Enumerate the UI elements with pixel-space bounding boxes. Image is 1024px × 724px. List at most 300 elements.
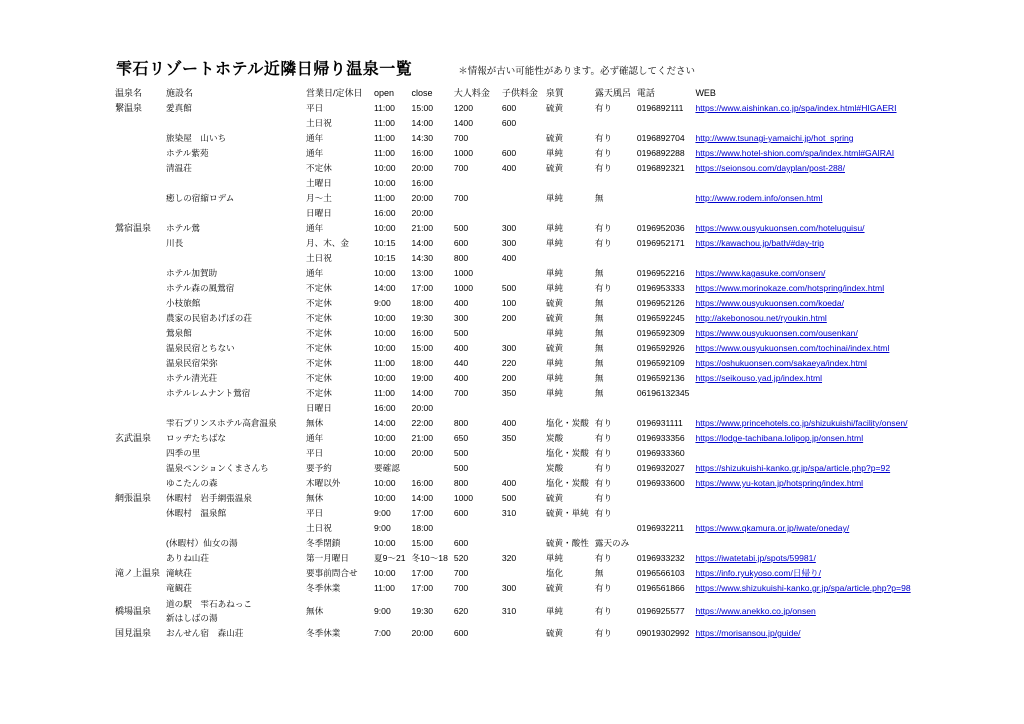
cell-rotenburo: 無 <box>594 313 604 323</box>
cell-days: 月～土 <box>306 193 332 203</box>
cell-tel: 0196892288 <box>636 148 685 158</box>
cell-child-fee <box>499 521 543 536</box>
web-link[interactable]: http://akebonosou.net/ryoukin.html <box>695 313 827 323</box>
cell-rotenburo: 無 <box>594 193 604 203</box>
cell-rotenburo: 無 <box>594 343 604 353</box>
cell-days: 土日祝 <box>306 118 332 128</box>
cell-quality: 単純 <box>545 223 564 233</box>
cell-open: 10:00 <box>374 373 396 383</box>
cell-child-fee <box>499 266 543 281</box>
cell-days: 月、木、金 <box>306 238 349 248</box>
cell-quality: 単純 <box>545 283 564 293</box>
cell-days: 不定休 <box>306 163 332 173</box>
table-header <box>112 86 930 101</box>
cell-quality <box>543 176 592 191</box>
cell-open: 11:00 <box>374 193 395 203</box>
cell-adult-fee: 400 <box>453 343 469 353</box>
cell-open: 10:00 <box>374 268 396 278</box>
cell-quality: 硫黄 <box>545 313 564 323</box>
cell-tel: 0196561866 <box>636 583 685 593</box>
table-row <box>112 551 930 566</box>
cell-child-fee <box>499 191 543 206</box>
cell-close: 冬10～18 <box>411 553 448 563</box>
cell-facility: ゆこたんの森 <box>166 478 218 488</box>
disclaimer-note: ＊情報が古い可能性があります。必ず確認してください <box>458 66 695 77</box>
table-row <box>112 131 930 146</box>
cell-tel: 0196566103 <box>636 568 685 578</box>
cell-days: 通年 <box>306 148 324 158</box>
cell-adult-fee: 440 <box>453 358 469 368</box>
web-link[interactable]: https://shizukuishi-kanko.gr.jp/spa/article.php?p=92 <box>695 463 891 473</box>
cell-web <box>692 146 930 161</box>
cell-tel: 0196892321 <box>636 163 685 173</box>
cell-adult-fee: 500 <box>453 328 469 338</box>
cell-web <box>692 491 930 506</box>
table-row <box>112 581 930 596</box>
cell-quality: 硫黄 <box>545 298 564 308</box>
cell-days: 不定休 <box>306 313 332 323</box>
cell-close: 22:00 <box>411 418 434 428</box>
cell-tel: 06196132345 <box>636 388 690 398</box>
cell-rotenburo: 有り <box>594 133 613 143</box>
cell-facility: 竜観荘 <box>166 583 192 593</box>
cell-onsen-name <box>112 416 163 431</box>
table-row <box>112 566 930 581</box>
table-row <box>112 596 930 626</box>
cell-open: 10:00 <box>374 568 396 578</box>
cell-child-fee: 400 <box>501 253 517 263</box>
title-row <box>116 56 916 79</box>
cell-adult-fee: 600 <box>453 238 469 248</box>
web-link[interactable]: https://www.yu-kotan.jp/hotspring/index.html <box>695 478 864 488</box>
cell-web <box>692 431 930 446</box>
cell-tel <box>634 206 693 221</box>
cell-open: 11:00 <box>374 358 395 368</box>
cell-web <box>692 356 930 371</box>
table-row <box>112 176 930 191</box>
cell-child-fee <box>499 176 543 191</box>
table-row <box>112 296 930 311</box>
cell-open: 夏9～21 <box>374 553 406 563</box>
web-link[interactable]: https://morisansou.jp/guide/ <box>695 628 801 638</box>
cell-rotenburo: 有り <box>594 238 613 248</box>
table-row <box>112 386 930 401</box>
cell-web <box>692 461 930 476</box>
cell-web <box>692 221 930 236</box>
facility-name-line1: 道の駅 雫石あねっこ <box>166 599 252 609</box>
cell-days: 通年 <box>306 268 324 278</box>
cell-days: 不定休 <box>306 358 332 368</box>
cell-tel: 0196592245 <box>636 313 685 323</box>
cell-rotenburo <box>592 401 634 416</box>
cell-quality: 硫黄・単純 <box>545 508 589 518</box>
cell-rotenburo: 有り <box>594 605 613 616</box>
cell-days: 平日 <box>306 103 324 113</box>
onsen-table <box>112 86 930 641</box>
web-link[interactable]: http://www.tsunagi-yamaichi.jp/hot_spring <box>695 133 854 143</box>
cell-child-fee: 500 <box>501 493 517 503</box>
cell-child-fee: 300 <box>501 238 517 248</box>
cell-tel: 0196932027 <box>636 463 685 473</box>
cell-child-fee: 300 <box>501 583 517 593</box>
cell-facility: 清温荘 <box>166 163 192 173</box>
cell-child-fee <box>499 446 543 461</box>
web-link[interactable]: https://oshukuonsen.com/sakaeya/index.html <box>695 358 867 368</box>
cell-open: 11:00 <box>374 118 395 128</box>
cell-days: 不定休 <box>306 328 332 338</box>
cell-web <box>692 581 930 596</box>
cell-facility <box>163 116 303 131</box>
cell-close: 16:00 <box>411 328 434 338</box>
cell-onsen-name <box>112 356 163 371</box>
cell-close: 15:00 <box>411 343 434 353</box>
cell-web <box>692 266 930 281</box>
cell-web <box>692 596 930 626</box>
table-row <box>112 161 930 176</box>
table-row <box>112 476 930 491</box>
cell-quality: 単純 <box>545 605 564 616</box>
web-link[interactable]: https://www.princehotels.co.jp/shizukuishi/facility/onsen/ <box>695 418 908 428</box>
cell-rotenburo: 無 <box>594 388 604 398</box>
cell-facility: 農家の民宿あげぼの荘 <box>166 313 252 323</box>
col-header-quality: 泉質 <box>545 88 564 98</box>
cell-child-fee <box>499 326 543 341</box>
cell-adult-fee: 1000 <box>453 148 473 158</box>
cell-days: 不定休 <box>306 343 332 353</box>
cell-open: 9:00 <box>374 523 391 533</box>
table-row <box>112 536 930 551</box>
cell-tel <box>634 401 693 416</box>
cell-tel <box>634 116 693 131</box>
cell-tel: 0196933356 <box>636 433 685 443</box>
cell-open: 10:00 <box>374 538 396 548</box>
cell-child-fee: 220 <box>501 358 517 368</box>
cell-adult-fee <box>451 176 499 191</box>
cell-days: 不定休 <box>306 283 332 293</box>
table-row <box>112 251 930 266</box>
cell-days: 無休 <box>306 493 324 503</box>
col-header-close: close <box>411 88 433 98</box>
cell-close: 14:00 <box>411 118 434 128</box>
web-link[interactable]: https://www.qkamura.or.jp/iwate/oneday/ <box>695 523 850 533</box>
cell-close: 20:00 <box>411 193 434 203</box>
cell-facility <box>163 401 303 416</box>
web-link[interactable]: https://www.aishinkan.co.jp/spa/index.html#HIGAERI <box>695 103 897 113</box>
cell-child-fee <box>499 131 543 146</box>
cell-child-fee: 320 <box>501 553 517 563</box>
cell-facility: 癒しの宿縮ロデム <box>166 193 235 203</box>
cell-close: 14:00 <box>411 493 434 503</box>
cell-rotenburo: 無 <box>594 328 604 338</box>
cell-days: 木曜以外 <box>306 478 341 488</box>
cell-web <box>692 131 930 146</box>
web-link[interactable]: https://kawachou.jp/bath/#day-trip <box>695 238 824 248</box>
cell-open: 10:15 <box>374 253 396 263</box>
cell-onsen-name <box>112 371 163 386</box>
cell-web <box>692 236 930 251</box>
cell-child-fee: 500 <box>501 283 517 293</box>
table-row <box>112 626 930 641</box>
cell-close: 20:00 <box>411 403 434 413</box>
cell-rotenburo <box>592 521 634 536</box>
cell-quality: 塩化・炭酸 <box>545 478 589 488</box>
cell-rotenburo: 無 <box>594 373 604 383</box>
table-row <box>112 191 930 206</box>
cell-adult-fee: 1000 <box>453 283 473 293</box>
web-link[interactable]: https://seionsou.com/dayplan/post-288/ <box>695 163 845 173</box>
cell-web <box>692 626 930 641</box>
cell-adult-fee: 700 <box>453 568 469 578</box>
cell-quality: 単純 <box>545 238 564 248</box>
cell-open: 10:00 <box>374 343 396 353</box>
web-link[interactable]: https://www.shizukuishi-kanko.gr.jp/spa/article.php?p=98 <box>695 583 911 593</box>
cell-facility: ホテル紫苑 <box>166 148 209 158</box>
cell-child-fee: 350 <box>501 388 517 398</box>
page-title: 雫石リゾートホテル近隣日帰り温泉一覧 <box>116 61 413 78</box>
cell-tel: 09019302992 <box>636 628 690 638</box>
cell-quality: 単純 <box>545 373 564 383</box>
web-link[interactable]: https://www.ousyukuonsen.com/koeda/ <box>695 298 844 308</box>
cell-adult-fee: 1000 <box>453 493 473 503</box>
cell-onsen-name: 国見温泉 <box>115 628 152 638</box>
cell-adult-fee: 600 <box>453 538 469 548</box>
cell-open: 11:00 <box>374 103 395 113</box>
cell-facility: 温泉ペンションくまさんち <box>166 463 269 473</box>
cell-child-fee: 600 <box>501 118 517 128</box>
cell-web <box>692 341 930 356</box>
cell-days: 冬季閉鎖 <box>306 538 341 548</box>
cell-onsen-name <box>112 161 163 176</box>
cell-tel: 0196892111 <box>636 103 684 113</box>
cell-close: 20:00 <box>411 163 434 173</box>
col-header-days: 営業日/定休日 <box>306 88 363 98</box>
cell-facility: ホテルレムナント鶯宿 <box>166 388 251 398</box>
cell-close: 18:00 <box>411 358 434 368</box>
cell-days: 土日祝 <box>306 253 332 263</box>
cell-child-fee <box>499 206 543 221</box>
cell-days: 冬季休業 <box>306 583 341 593</box>
cell-tel <box>634 506 693 521</box>
cell-child-fee <box>499 626 543 641</box>
cell-tel: 0196592109 <box>636 358 685 368</box>
cell-child-fee: 300 <box>501 223 517 233</box>
cell-onsen-name <box>112 341 163 356</box>
cell-child-fee: 400 <box>501 418 517 428</box>
cell-web <box>692 191 930 206</box>
table-row <box>112 521 930 536</box>
cell-child-fee <box>499 461 543 476</box>
cell-open: 10:00 <box>374 223 396 233</box>
cell-open: 7:00 <box>374 628 391 638</box>
web-link[interactable]: https://seikouso.yad.jp/index.html <box>695 373 823 383</box>
cell-onsen-name: 繋温泉 <box>115 103 143 113</box>
cell-quality: 硫黄 <box>545 133 564 143</box>
cell-days: 不定休 <box>306 298 332 308</box>
cell-rotenburo: 有り <box>594 463 613 473</box>
cell-onsen-name <box>112 326 163 341</box>
cell-facility: (休暇村）仙女の湯 <box>166 538 238 548</box>
cell-rotenburo: 有り <box>594 583 613 593</box>
cell-facility <box>163 596 303 626</box>
cell-facility: 鶯泉館 <box>166 328 192 338</box>
cell-facility: 小枝旅館 <box>166 298 201 308</box>
table-body <box>112 101 930 641</box>
cell-close: 16:00 <box>411 178 434 188</box>
cell-days: 平日 <box>306 448 324 458</box>
cell-adult-fee: 600 <box>453 508 469 518</box>
cell-onsen-name <box>112 581 163 596</box>
cell-tel: 0196933600 <box>636 478 685 488</box>
cell-open: 16:00 <box>374 208 396 218</box>
cell-tel: 0196952126 <box>636 298 685 308</box>
col-header-onsen-name: 温泉名 <box>115 88 143 98</box>
table-row <box>112 491 930 506</box>
cell-rotenburo: 無 <box>594 268 604 278</box>
cell-open: 10:00 <box>374 163 396 173</box>
cell-close: 18:00 <box>411 298 434 308</box>
cell-rotenburo: 有り <box>594 223 613 233</box>
cell-adult-fee: 650 <box>453 433 469 443</box>
cell-facility: 休暇村 温泉館 <box>166 508 227 518</box>
web-link[interactable]: https://www.kagasuke.com/onsen/ <box>695 268 826 278</box>
cell-close: 19:30 <box>411 313 434 323</box>
cell-tel: 0196933232 <box>636 553 685 563</box>
cell-facility <box>163 206 303 221</box>
cell-tel: 0196952216 <box>636 268 685 278</box>
cell-web <box>692 446 930 461</box>
cell-web <box>692 416 930 431</box>
cell-open: 10:00 <box>374 448 396 458</box>
cell-quality: 塩化・炭酸 <box>545 418 589 428</box>
cell-onsen-name <box>112 206 163 221</box>
web-link[interactable]: https://info.ryukyoso.com/日帰り/ <box>695 568 822 578</box>
cell-tel: 0196592309 <box>636 328 685 338</box>
cell-onsen-name <box>112 281 163 296</box>
cell-web <box>692 281 930 296</box>
cell-web <box>692 536 930 551</box>
table-row <box>112 371 930 386</box>
cell-close: 14:30 <box>411 253 434 263</box>
cell-quality <box>543 521 592 536</box>
cell-rotenburo: 無 <box>594 568 604 578</box>
web-link[interactable]: https://www.ousyukuonsen.com/tochinai/index.html <box>695 343 890 353</box>
cell-tel: 0196931111 <box>636 418 683 428</box>
cell-tel: 0196592136 <box>636 373 685 383</box>
col-header-web: WEB <box>695 88 716 98</box>
cell-open: 14:00 <box>374 418 396 428</box>
table-row <box>112 311 930 326</box>
cell-child-fee <box>499 566 543 581</box>
cell-close: 17:00 <box>411 283 434 293</box>
cell-quality: 硫黄 <box>545 628 564 638</box>
cell-days: 通年 <box>306 133 324 143</box>
cell-rotenburo: 有り <box>594 283 613 293</box>
cell-child-fee: 300 <box>501 343 517 353</box>
cell-open: 10:00 <box>374 433 396 443</box>
cell-close: 20:00 <box>411 448 434 458</box>
web-link[interactable]: https://iwatetabi.jp/spots/59981/ <box>695 553 816 563</box>
web-link[interactable]: https://www.hotel-shion.com/spa/index.html#GAIRAI <box>695 148 895 158</box>
cell-web <box>692 101 930 116</box>
cell-tel: 0196952171 <box>636 238 685 248</box>
cell-onsen-name <box>112 521 163 536</box>
cell-quality: 炭酸 <box>545 433 564 443</box>
cell-days: 日曜日 <box>306 403 332 413</box>
col-header-tel: 電話 <box>636 88 655 98</box>
cell-adult-fee: 700 <box>453 388 469 398</box>
cell-web <box>692 326 930 341</box>
web-link[interactable]: https://www.anekko.co.jp/onsen <box>695 605 816 616</box>
cell-web <box>692 161 930 176</box>
col-header-facility: 施設名 <box>166 88 194 98</box>
cell-onsen-name <box>112 461 163 476</box>
cell-open: 10:00 <box>374 478 396 488</box>
table-row <box>112 266 930 281</box>
web-link[interactable]: https://www.ousyukuonsen.com/hoteluguisu/ <box>695 223 865 233</box>
web-link[interactable]: http://www.rodem.info/onsen.html <box>695 193 823 203</box>
cell-onsen-name: 滝ノ上温泉 <box>115 568 161 578</box>
cell-close: 16:00 <box>411 478 434 488</box>
cell-close: 13:00 <box>411 268 434 278</box>
cell-days: 冬季休業 <box>306 628 341 638</box>
cell-facility: ありね山荘 <box>166 553 209 563</box>
cell-onsen-name <box>112 191 163 206</box>
table-row <box>112 281 930 296</box>
cell-child-fee: 400 <box>501 163 517 173</box>
cell-onsen-name <box>112 236 163 251</box>
cell-quality: 単純 <box>545 148 564 158</box>
cell-web <box>692 476 930 491</box>
cell-facility: ホテル加賀助 <box>166 268 218 278</box>
cell-facility <box>163 521 303 536</box>
cell-adult-fee <box>451 401 499 416</box>
cell-days: 通年 <box>306 433 324 443</box>
cell-rotenburo: 有り <box>594 493 613 503</box>
cell-open: 10:00 <box>374 493 396 503</box>
cell-onsen-name <box>112 311 163 326</box>
table-row <box>112 401 930 416</box>
cell-child-fee: 310 <box>501 605 517 616</box>
cell-days: 第一月曜日 <box>306 553 349 563</box>
cell-web <box>692 296 930 311</box>
web-link[interactable]: https://www.morinokaze.com/hotspring/index.html <box>695 283 885 293</box>
web-link[interactable]: https://lodge-tachibana.lolipop.jp/onsen.html <box>695 433 864 443</box>
cell-rotenburo: 有り <box>594 553 613 563</box>
cell-close: 21:00 <box>411 223 434 233</box>
facility-name-line2: 新はしばの湯 <box>166 613 218 623</box>
cell-close: 20:00 <box>411 628 434 638</box>
cell-close: 16:00 <box>411 148 434 158</box>
table-row <box>112 236 930 251</box>
cell-onsen-name <box>112 401 163 416</box>
table-row <box>112 431 930 446</box>
cell-close <box>409 461 451 476</box>
cell-child-fee <box>499 401 543 416</box>
table-row <box>112 101 930 116</box>
cell-rotenburo: 有り <box>594 433 613 443</box>
web-link[interactable]: https://www.ousyukuonsen.com/ousenkan/ <box>695 328 858 338</box>
cell-onsen-name: 玄武温泉 <box>115 433 152 443</box>
cell-quality: 塩化 <box>545 568 564 578</box>
cell-child-fee: 200 <box>501 313 517 323</box>
cell-facility: 休暇村 岩手網張温泉 <box>166 493 252 503</box>
cell-onsen-name <box>112 116 163 131</box>
cell-rotenburo: 有り <box>594 448 613 458</box>
cell-onsen-name <box>112 176 163 191</box>
cell-web <box>692 386 930 401</box>
cell-facility: 温泉民宿とちない <box>166 343 235 353</box>
cell-days: 要事前問合せ <box>306 568 358 578</box>
